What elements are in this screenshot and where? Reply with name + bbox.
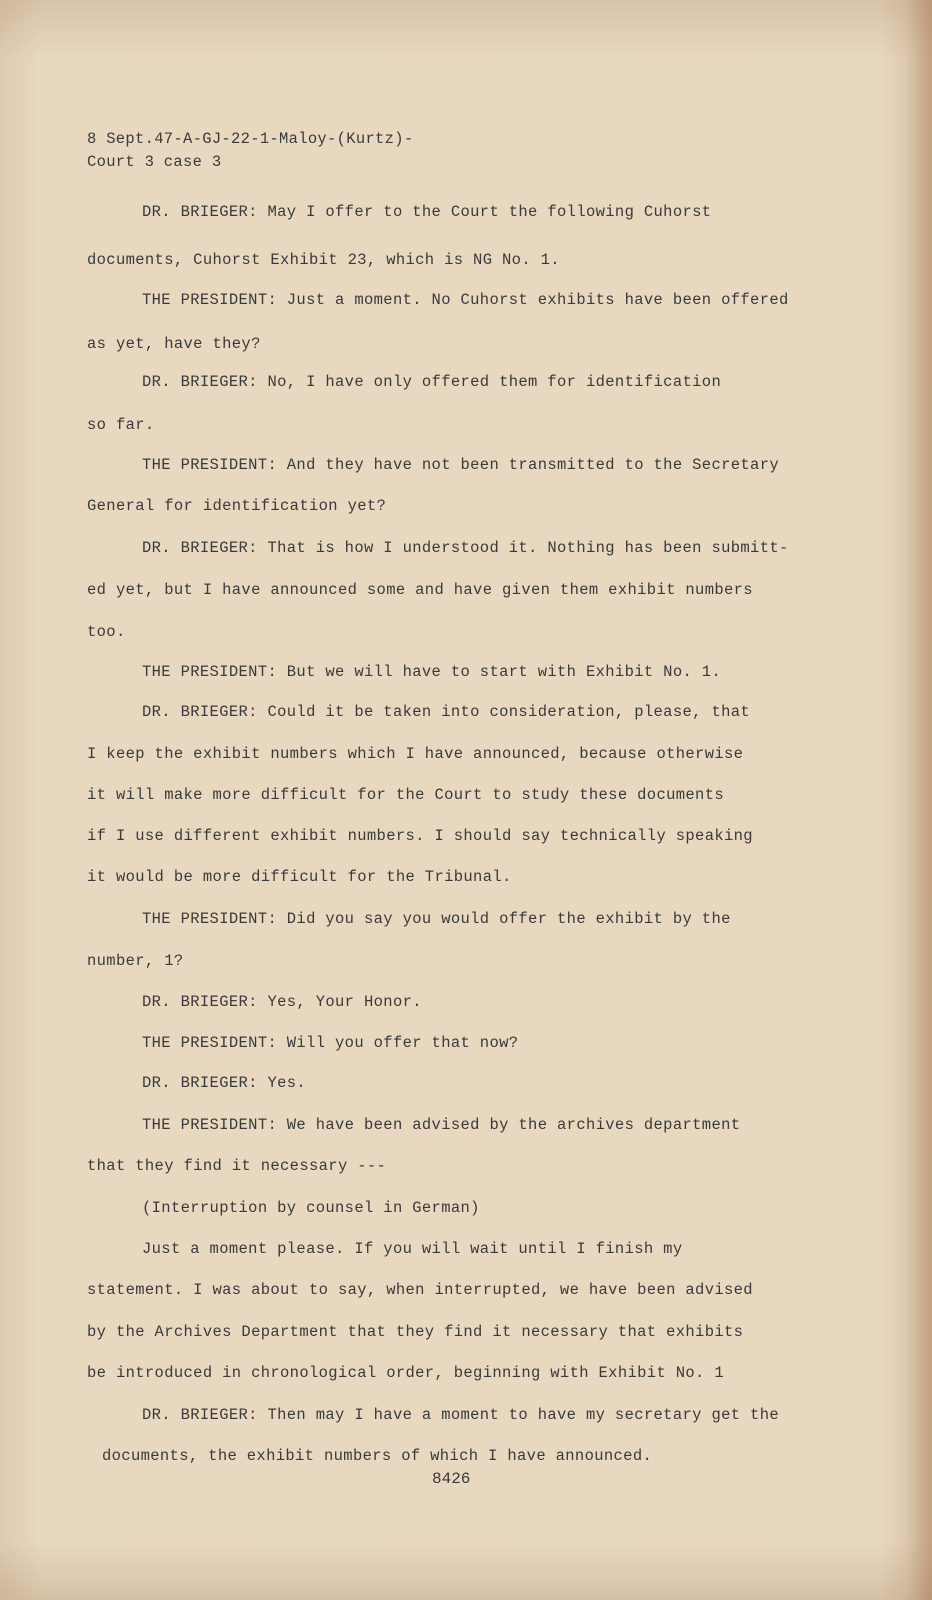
transcript-line: THE PRESIDENT: Will you offer that now? (142, 1034, 519, 1052)
transcript-line: THE PRESIDENT: We have been advised by the archives department (142, 1116, 741, 1134)
page-number: 8426 (432, 1470, 471, 1488)
transcript-line: if I use different exhibit numbers. I should say technically speaking (87, 827, 753, 845)
transcript-line: be introduced in chronological order, beginning with Exhibit No. 1 (87, 1364, 724, 1382)
transcript-line: DR. BRIEGER: No, I have only offered them for identification (142, 373, 722, 391)
transcript-line: DR. BRIEGER: Could it be taken into consideration, please, that (142, 703, 751, 721)
transcript-line: General for identification yet? (87, 497, 387, 515)
transcript-line: documents, the exhibit numbers of which I have announced. (102, 1447, 653, 1465)
transcript-line: as yet, have they? (87, 335, 261, 353)
transcript-line: Just a moment please. If you will wait until I finish my (142, 1240, 683, 1258)
transcript-line: DR. BRIEGER: Yes. (142, 1074, 307, 1092)
transcript-line: so far. (87, 416, 155, 434)
transcript-line: THE PRESIDENT: And they have not been transmitted to the Secretary (142, 456, 779, 474)
transcript-line: (Interruption by counsel in German) (142, 1199, 480, 1217)
transcript-line: ed yet, but I have announced some and have given them exhibit numbers (87, 581, 753, 599)
transcript-line: DR. BRIEGER: Yes, Your Honor. (142, 993, 422, 1011)
header-reference-line: 8 Sept.47-A-GJ-22-1-Maloy-(Kurtz)- (87, 130, 414, 148)
transcript-line: documents, Cuhorst Exhibit 23, which is NG No. 1. (87, 251, 560, 269)
transcript-line: number, 1? (87, 952, 184, 970)
paper-edge-shadow (906, 0, 932, 1600)
transcript-line: by the Archives Department that they find it necessary that exhibits (87, 1323, 744, 1341)
transcript-line: it would be more difficult for the Tribunal. (87, 868, 512, 886)
transcript-line: THE PRESIDENT: Did you say you would offer the exhibit by the (142, 910, 731, 928)
transcript-line: THE PRESIDENT: Just a moment. No Cuhorst exhibits have been offered (142, 291, 789, 309)
transcript-line: too. (87, 623, 126, 641)
transcript-line: I keep the exhibit numbers which I have announced, because otherwise (87, 745, 744, 763)
transcript-line: DR. BRIEGER: Then may I have a moment to have my secretary get the (142, 1406, 779, 1424)
header-court-line: Court 3 case 3 (87, 153, 222, 171)
transcript-line: DR. BRIEGER: May I offer to the Court the following Cuhorst (142, 203, 712, 221)
transcript-line: THE PRESIDENT: But we will have to start with Exhibit No. 1. (142, 663, 722, 681)
transcript-line: that they find it necessary --- (87, 1157, 387, 1175)
transcript-line: statement. I was about to say, when interrupted, we have been advised (87, 1281, 753, 1299)
transcript-line: it will make more difficult for the Court to study these documents (87, 786, 724, 804)
document-header (87, 128, 413, 174)
transcript-line: DR. BRIEGER: That is how I understood it. Nothing has been submitt- (142, 539, 789, 557)
